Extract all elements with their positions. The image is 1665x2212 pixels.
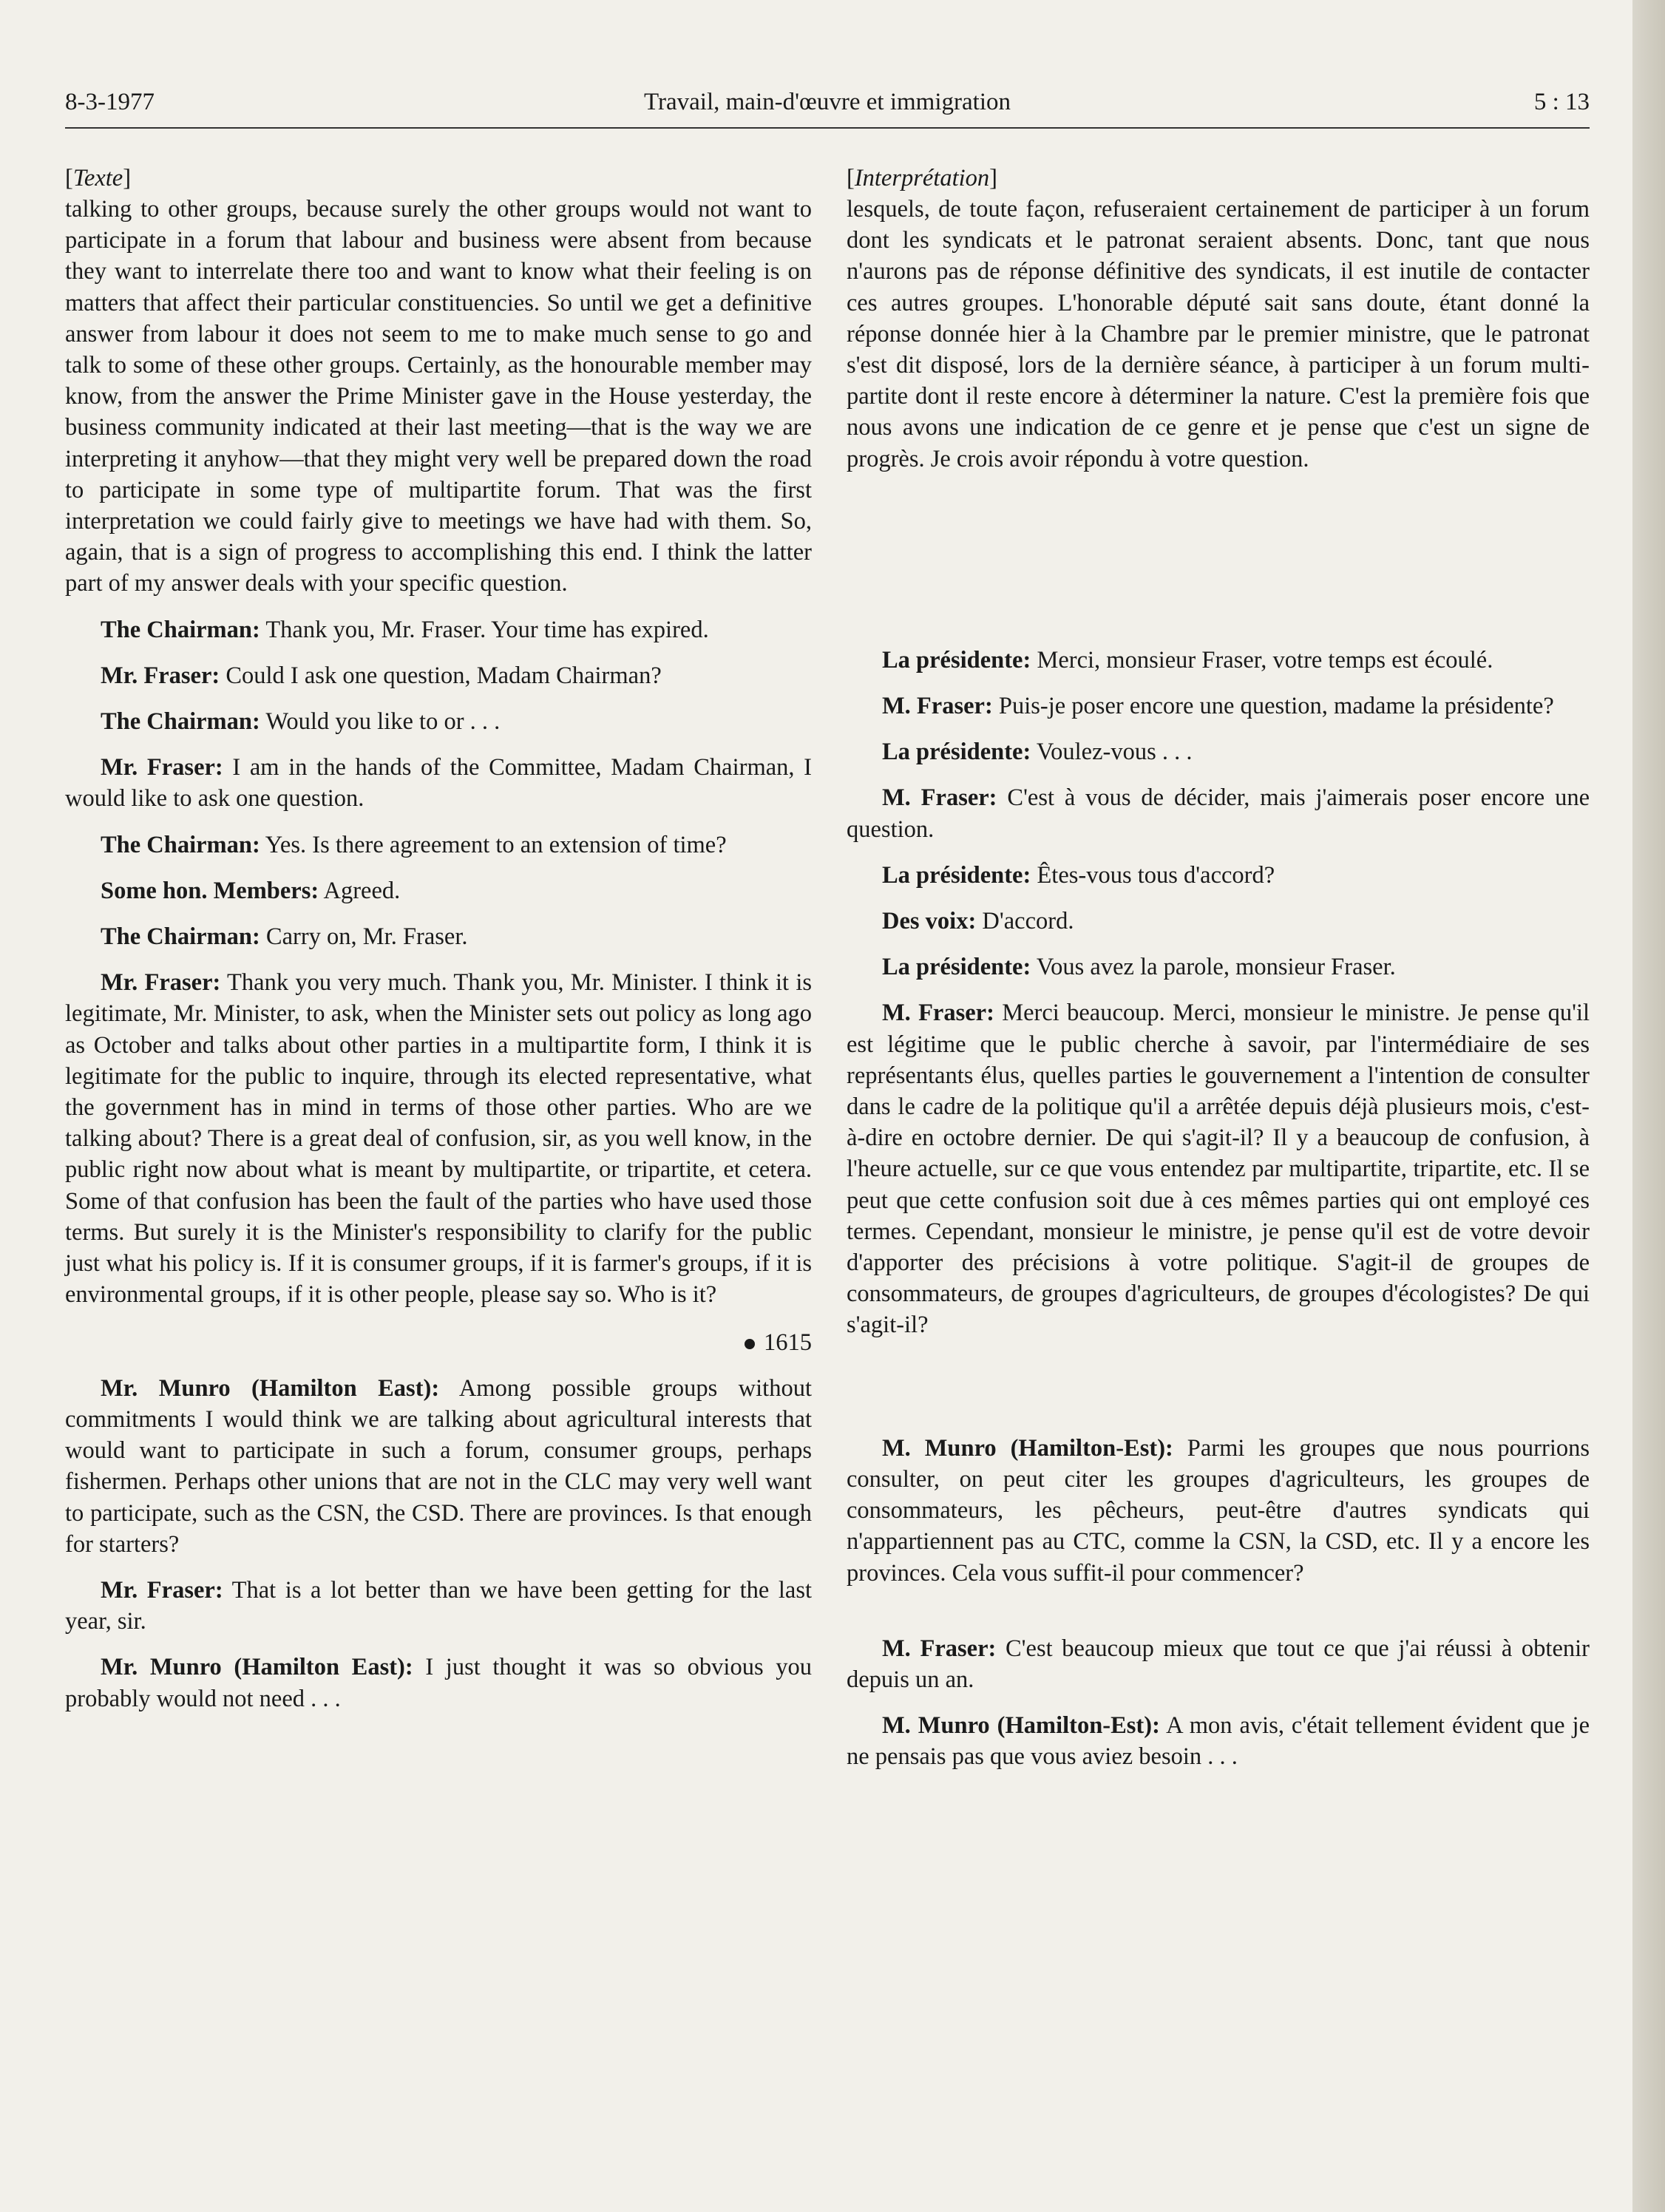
- speaker-name: M. Munro (Hamilton-Est):: [882, 1434, 1173, 1462]
- speaker-name: La présidente:: [882, 646, 1031, 674]
- right-continuation-text: lesquels, de toute façon, refuseraient certainement de participer à un forum dont les syndicats et le patronat seraient absents. Donc, tant que nous n'aurons pas de réponse définitive des syndicats, il est inutile de contacter ces autres groupes. L'honorable député sait sans doute, étant donné la réponse donnée hier à la Chambre par le premier ministre, que le patronat s'est dit disposé, lors de la dernière séance, à participer à un forum multi-partite dont il reste encore à déterminer la nature. C'est la première fois que nous avons une indication de ce genre et je pense que c'est un signe de progrès. Je crois avoir répondu à votre question.: [847, 196, 1590, 472]
- speech-entry: [65, 1373, 812, 1560]
- speaker-name: Some hon. Members:: [101, 877, 319, 904]
- speech-entry: [65, 706, 812, 737]
- speech-entry: [847, 860, 1590, 891]
- speech-entry: [847, 1633, 1590, 1695]
- speaker-name: The Chairman:: [101, 708, 260, 736]
- bullet-icon: [745, 1339, 755, 1349]
- speaker-name: The Chairman:: [101, 831, 260, 858]
- speech-text: I am in the hands of the Committee, Madam Chairman, I would like to ask one question.: [65, 754, 813, 812]
- speaker-name: Mr. Munro (Hamilton East):: [101, 1374, 440, 1402]
- speech-text: I just thought it was so obvious you probably would not need . . .: [65, 1654, 812, 1712]
- left-continuation-text: talking to other groups, because surely the other groups would not want to participate in a forum that labour and business were absent from because they want to interrelate there too and want to know what their feeling is on matters that affect their particular constituencies. So until we get a definitive answer from labour it does not seem to me to make much sense to go and talk to some of these other groups. Certainly, as the honourable member may know, from the answer the Prime Minister gave in the House yesterday, the business community indicated at their last meeting—that is the way we are interpreting it anyhow—that they might very well be prepared down the road to participate in some type of multipartite forum. That was the first interpretation we could fairly give to meetings we have had with them. So, again, that is a sign of progress to accomplishing this end. I think the latter part of my answer deals with your specific question.: [65, 196, 812, 597]
- speech-entry: [65, 752, 812, 814]
- speech-text: Merci beaucoup. Merci, monsieur le ministre. Je pense qu'il est légitime que le public cherche à savoir, par l'intermédiaire de ses représentants élus, quelles parties le gouvernement a l'intention de consulter dans le cadre de la politique qu'il a arrêtée depuis déjà plusieurs mois, c'est-à-dire en octobre dernier. De qui s'agit-il? Il y a beaucoup de confusion, à l'heure actuelle, sur ce que vous entendez par multipartite, tripartite, etc. Il se peut que cette confusion soit due à ces mêmes parties qui ont employé ces termes. Cependant, monsieur le ministre, je pense qu'il est de votre devoir d'apporter des précisions à votre politique. S'agit-il de groupes de consommateurs, de groupes d'agriculteurs, de groupes d'écologistes? De qui s'agit-il?: [847, 1000, 1590, 1339]
- speech-entry: [65, 967, 812, 1310]
- speaker-name: Mr. Fraser:: [101, 969, 221, 997]
- speaker-name: Mr. Fraser:: [101, 662, 220, 689]
- page-edge: [1632, 0, 1665, 2212]
- speaker-name: M. Fraser:: [882, 693, 993, 720]
- speaker-name: M. Fraser:: [882, 784, 997, 812]
- speech-text: Parmi les groupes que nous pourrions consulter, on peut citer les groupes d'agriculteurs, les groupes de consommateurs, les pêcheurs, peut-être d'autres syndicats qui n'appartiennent pas au CTC, comme la CSN, la CSD, etc. Il y a encore les provinces. Cela vous suffit-il pour commencer?: [847, 1434, 1590, 1587]
- speech-entry: [65, 614, 812, 645]
- left-column: [65, 163, 812, 1714]
- speech-entry: [847, 691, 1590, 722]
- time-marker: 1615: [65, 1327, 812, 1358]
- speaker-name: The Chairman:: [101, 616, 260, 643]
- speaker-name: La présidente:: [882, 861, 1031, 889]
- speech-text: Puis-je poser encore une question, madame la présidente?: [998, 693, 1554, 720]
- speech-entry: [847, 736, 1590, 767]
- header-page-number: 5 : 13: [1533, 89, 1590, 115]
- speaker-name: Des voix:: [882, 908, 977, 935]
- right-column: [847, 163, 1590, 1773]
- speaker-name: Mr. Fraser:: [101, 1576, 223, 1604]
- left-column-label: [Texte]: [65, 165, 132, 191]
- speaker-name: Mr. Fraser:: [101, 754, 223, 781]
- speech-text: Merci, monsieur Fraser, votre temps est écoulé.: [1037, 646, 1493, 674]
- speaker-name: Mr. Munro (Hamilton East):: [101, 1654, 413, 1681]
- speech-entry: [847, 906, 1590, 937]
- speech-entry: [847, 997, 1590, 1340]
- running-header: [65, 83, 1590, 129]
- header-date: 8-3-1977: [65, 89, 155, 115]
- speech-text: C'est à vous de décider, mais j'aimerais poser encore une question.: [847, 784, 1590, 843]
- speech-text: C'est beaucoup mieux que tout ce que j'ai réussi à obtenir depuis un an.: [847, 1635, 1590, 1693]
- speech-entry: [65, 875, 812, 906]
- header-title: Travail, main-d'œuvre et immigration: [644, 89, 1011, 115]
- speech-text: D'accord.: [982, 908, 1074, 935]
- speech-text: Could I ask one question, Madam Chairman?: [225, 662, 662, 689]
- speech-entry: [65, 660, 812, 691]
- speech-entry: [65, 921, 812, 952]
- speech-text: That is a lot better than we have been getting for the last year, sir.: [65, 1576, 812, 1635]
- speech-text: Vous avez la parole, monsieur Fraser.: [1036, 954, 1396, 981]
- right-column-label: [Interprétation]: [847, 165, 997, 191]
- speech-entry: [847, 645, 1590, 676]
- speech-text: Yes. Is there agreement to an extension of time?: [265, 831, 727, 858]
- speech-entry: [65, 1575, 812, 1637]
- speech-entry: [65, 1652, 812, 1714]
- speech-entry: [847, 1710, 1590, 1772]
- speech-text: Voulez-vous . . .: [1036, 739, 1193, 766]
- speech-entry: [847, 951, 1590, 983]
- speaker-name: La présidente:: [882, 739, 1031, 766]
- speech-text: Êtes-vous tous d'accord?: [1037, 861, 1275, 889]
- speaker-name: M. Fraser:: [882, 1000, 994, 1027]
- speech-text: Carry on, Mr. Fraser.: [265, 923, 468, 951]
- speech-entry: [65, 830, 812, 861]
- speech-entry: [847, 782, 1590, 844]
- speaker-name: M. Munro (Hamilton-Est):: [882, 1712, 1160, 1740]
- speech-text: Agreed.: [323, 877, 401, 904]
- speech-entry: [847, 1433, 1590, 1589]
- speaker-name: M. Fraser:: [882, 1635, 997, 1662]
- speech-text: Would you like to or . . .: [265, 708, 501, 736]
- speaker-name: La présidente:: [882, 954, 1031, 981]
- speech-text: Thank you very much. Thank you, Mr. Minister. I think it is legitimate, Mr. Minister, to ask, when the Minister sets out policy as long ago as October and talks about other parties in a multipartite form, I think it is legitimate for the public to inquire, through its elected representative, what the government has in mind in terms of those other parties. Who are we talking about? There is a great deal of confusion, sir, as you well know, in the public right now about what is meant by multipartite, or tripartite, et cetera. Some of that confusion has been the fault of the parties who have used those terms. But surely it is the Minister's responsibility to clarify for the public just what his policy is. If it is consumer groups, if it is farmer's groups, if it is environmental groups, if it is other people, please say so. Who is it?: [65, 969, 812, 1309]
- speech-text: Thank you, Mr. Fraser. Your time has expired.: [265, 616, 709, 643]
- speech-text: Among possible groups without commitments I would think we are talking about agricultural interests that would want to participate in such a forum, consumer groups, perhaps fishermen. Perhaps other unions that are not in the CLC may very well want to participate, such as the CSN, the CSD. There are provinces. Is that enough for starters?: [65, 1374, 812, 1558]
- speaker-name: The Chairman:: [101, 923, 260, 951]
- speech-text: A mon avis, c'était tellement évident que je ne pensais pas que vous aviez besoin . . .: [847, 1712, 1590, 1771]
